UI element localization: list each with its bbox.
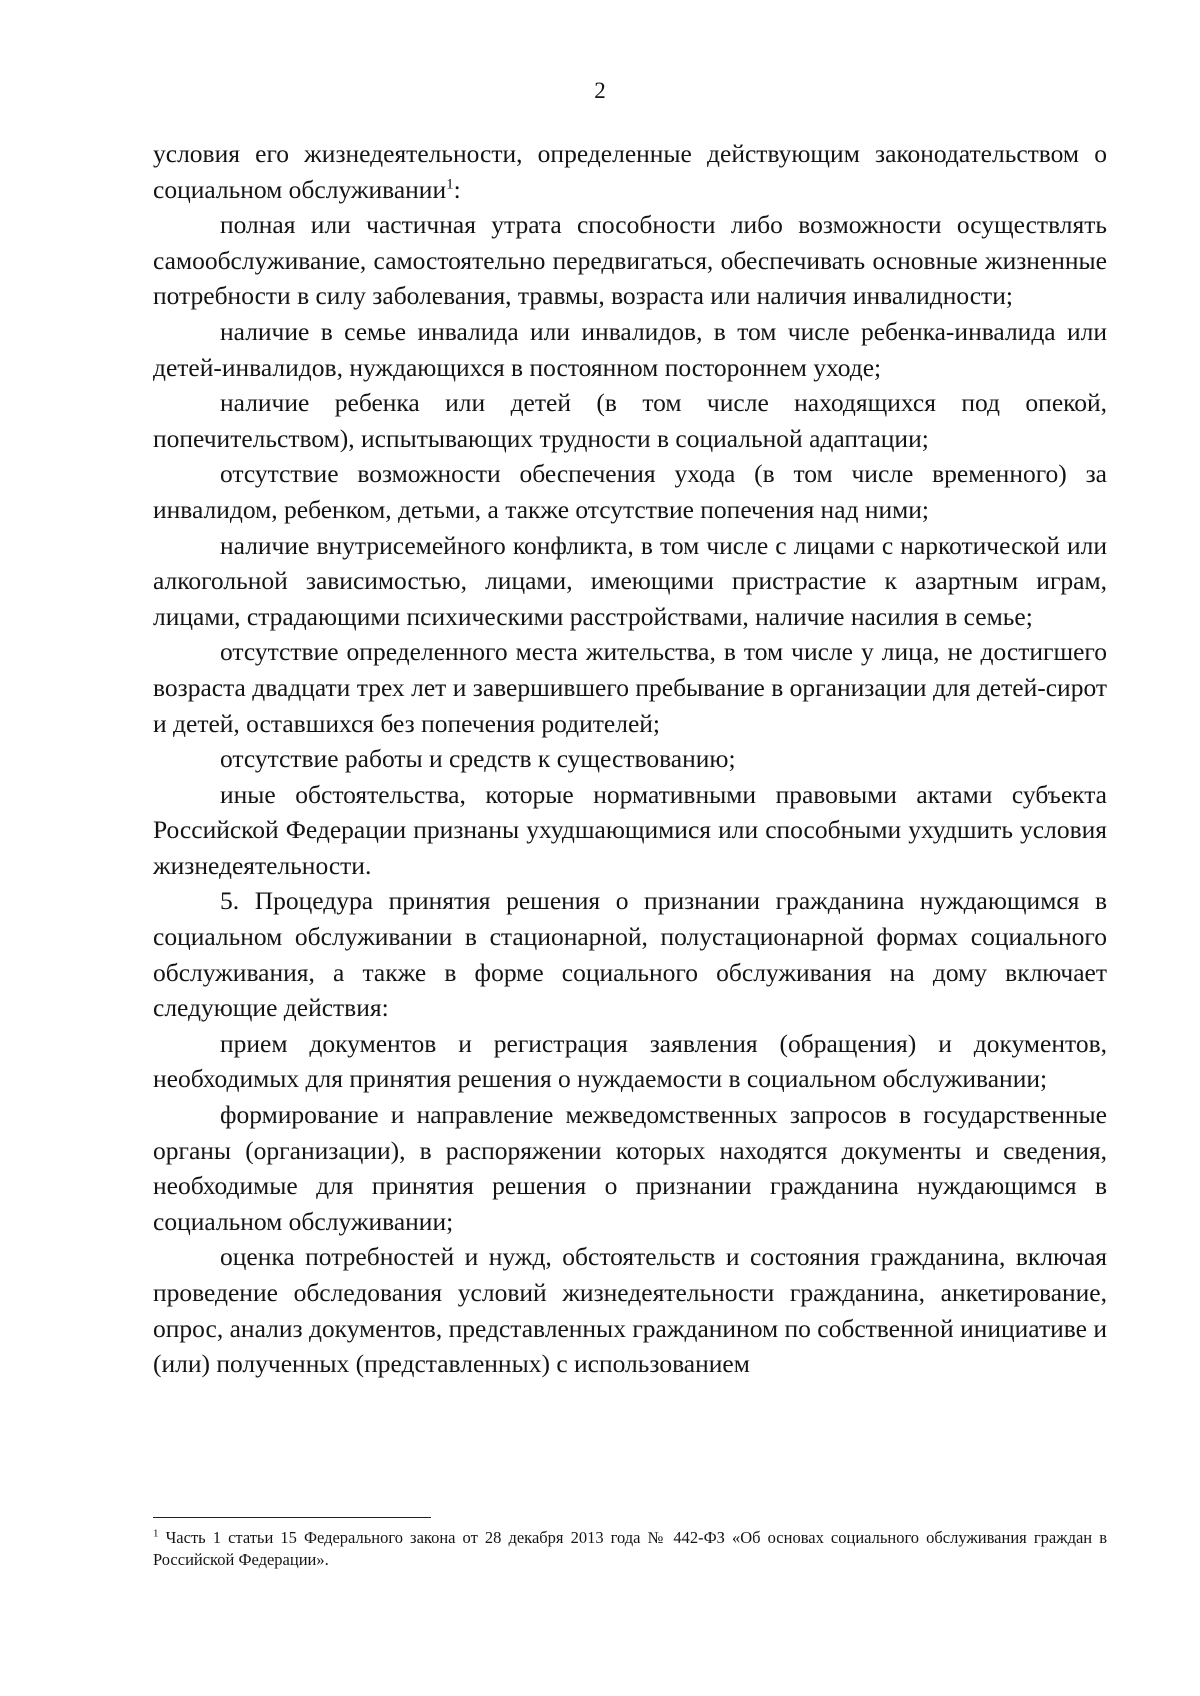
paragraph-1 — [153, 136, 1107, 207]
paragraph-2: полная или частичная утрата способности либо возможности осуществлять самообслуживание, самостоятельно передвигаться, обеспечивать основные жизненные потребности в силу заболевания, травмы, возраста или наличия инвалидности; — [153, 210, 1107, 311]
paragraph-4: наличие ребенка или детей (в том числе находящихся под опекой, попечительством), испытывающих трудности в социальной адаптации; — [153, 388, 1107, 453]
paragraph-5: отсутствие возможности обеспечения ухода (в том числе временного) за инвалидом, ребенком, детьми, а также отсутствие попечения над ними; — [153, 459, 1107, 524]
footnote-marker: 1 — [153, 1527, 159, 1540]
paragraph-text: условия его жизнедеятельности, определенные действующим законодательством о социальном обслуживании — [153, 139, 1107, 204]
paragraph-9: иные обстоятельства, которые нормативными правовыми актами субъекта Российской Федерации признаны ухудшающимися или способными ухудшить условия жизнедеятельности. — [153, 779, 1107, 880]
paragraph-11: прием документов и регистрация заявления (обращения) и документов, необходимых для принятия решения о нуждаемости в социальном обслуживании; — [153, 1028, 1107, 1094]
paragraph-13: оценка потребностей и нужд, обстоятельств и состояния гражданина, включая проведение обследования условий жизнедеятельности гражданина, анкетирование, опрос, анализ документов, представленных гражданином по собственной инициативе и (или) полученных (представленных) с использованием — [153, 1242, 1107, 1379]
paragraph-12: формирование и направление межведомственных запросов в государственные органы (организации), в распоряжении которых находятся документы и сведения, необходимые для принятия решения о признании гражданина нуждающимся в социальном обслуживании; — [153, 1100, 1107, 1236]
paragraph-7: отсутствие определенного места жительства, в том числе у лица, не достигшего возраста двадцати трех лет и завершившего пребывание в организации для детей-сирот и детей, оставшихся без попечения родителей; — [153, 637, 1107, 738]
footnote-text: Часть 1 статьи 15 Федерального закона от 28 декабря 2013 года № 442-ФЗ «Об основах социального обслуживания граждан в Российской Федерации». — [153, 1528, 1107, 1569]
page-number: 2 — [594, 78, 606, 103]
paragraph-3: наличие в семье инвалида или инвалидов, в том числе ребенка-инвалида или детей-инвалидов, нуждающихся в постоянном постороннем уходе; — [153, 316, 1107, 382]
paragraph-text-tail: : — [453, 174, 461, 204]
document-body — [153, 136, 1107, 1382]
paragraph-8: отсутствие работы и средств к существованию; — [220, 744, 736, 774]
footnote-reference: 1 — [446, 176, 454, 193]
paragraph-6: наличие внутрисемейного конфликта, в том числе с лицами с наркотической или алкогольной зависимостью, лицами, имеющими пристрастие к азартным играм, лицами, страдающими психическими расстройствами, наличие насилия в семье; — [153, 530, 1107, 631]
paragraph-10: 5. Процедура принятия решения о признании гражданина нуждающимся в социальном обслуживании в стационарной, полустационарной формах социального обслуживания, а также в форме социального обслуживания на дому включает следующие действия: — [153, 886, 1107, 1023]
footnote-divider — [153, 1517, 431, 1518]
footnote — [153, 1527, 1107, 1571]
